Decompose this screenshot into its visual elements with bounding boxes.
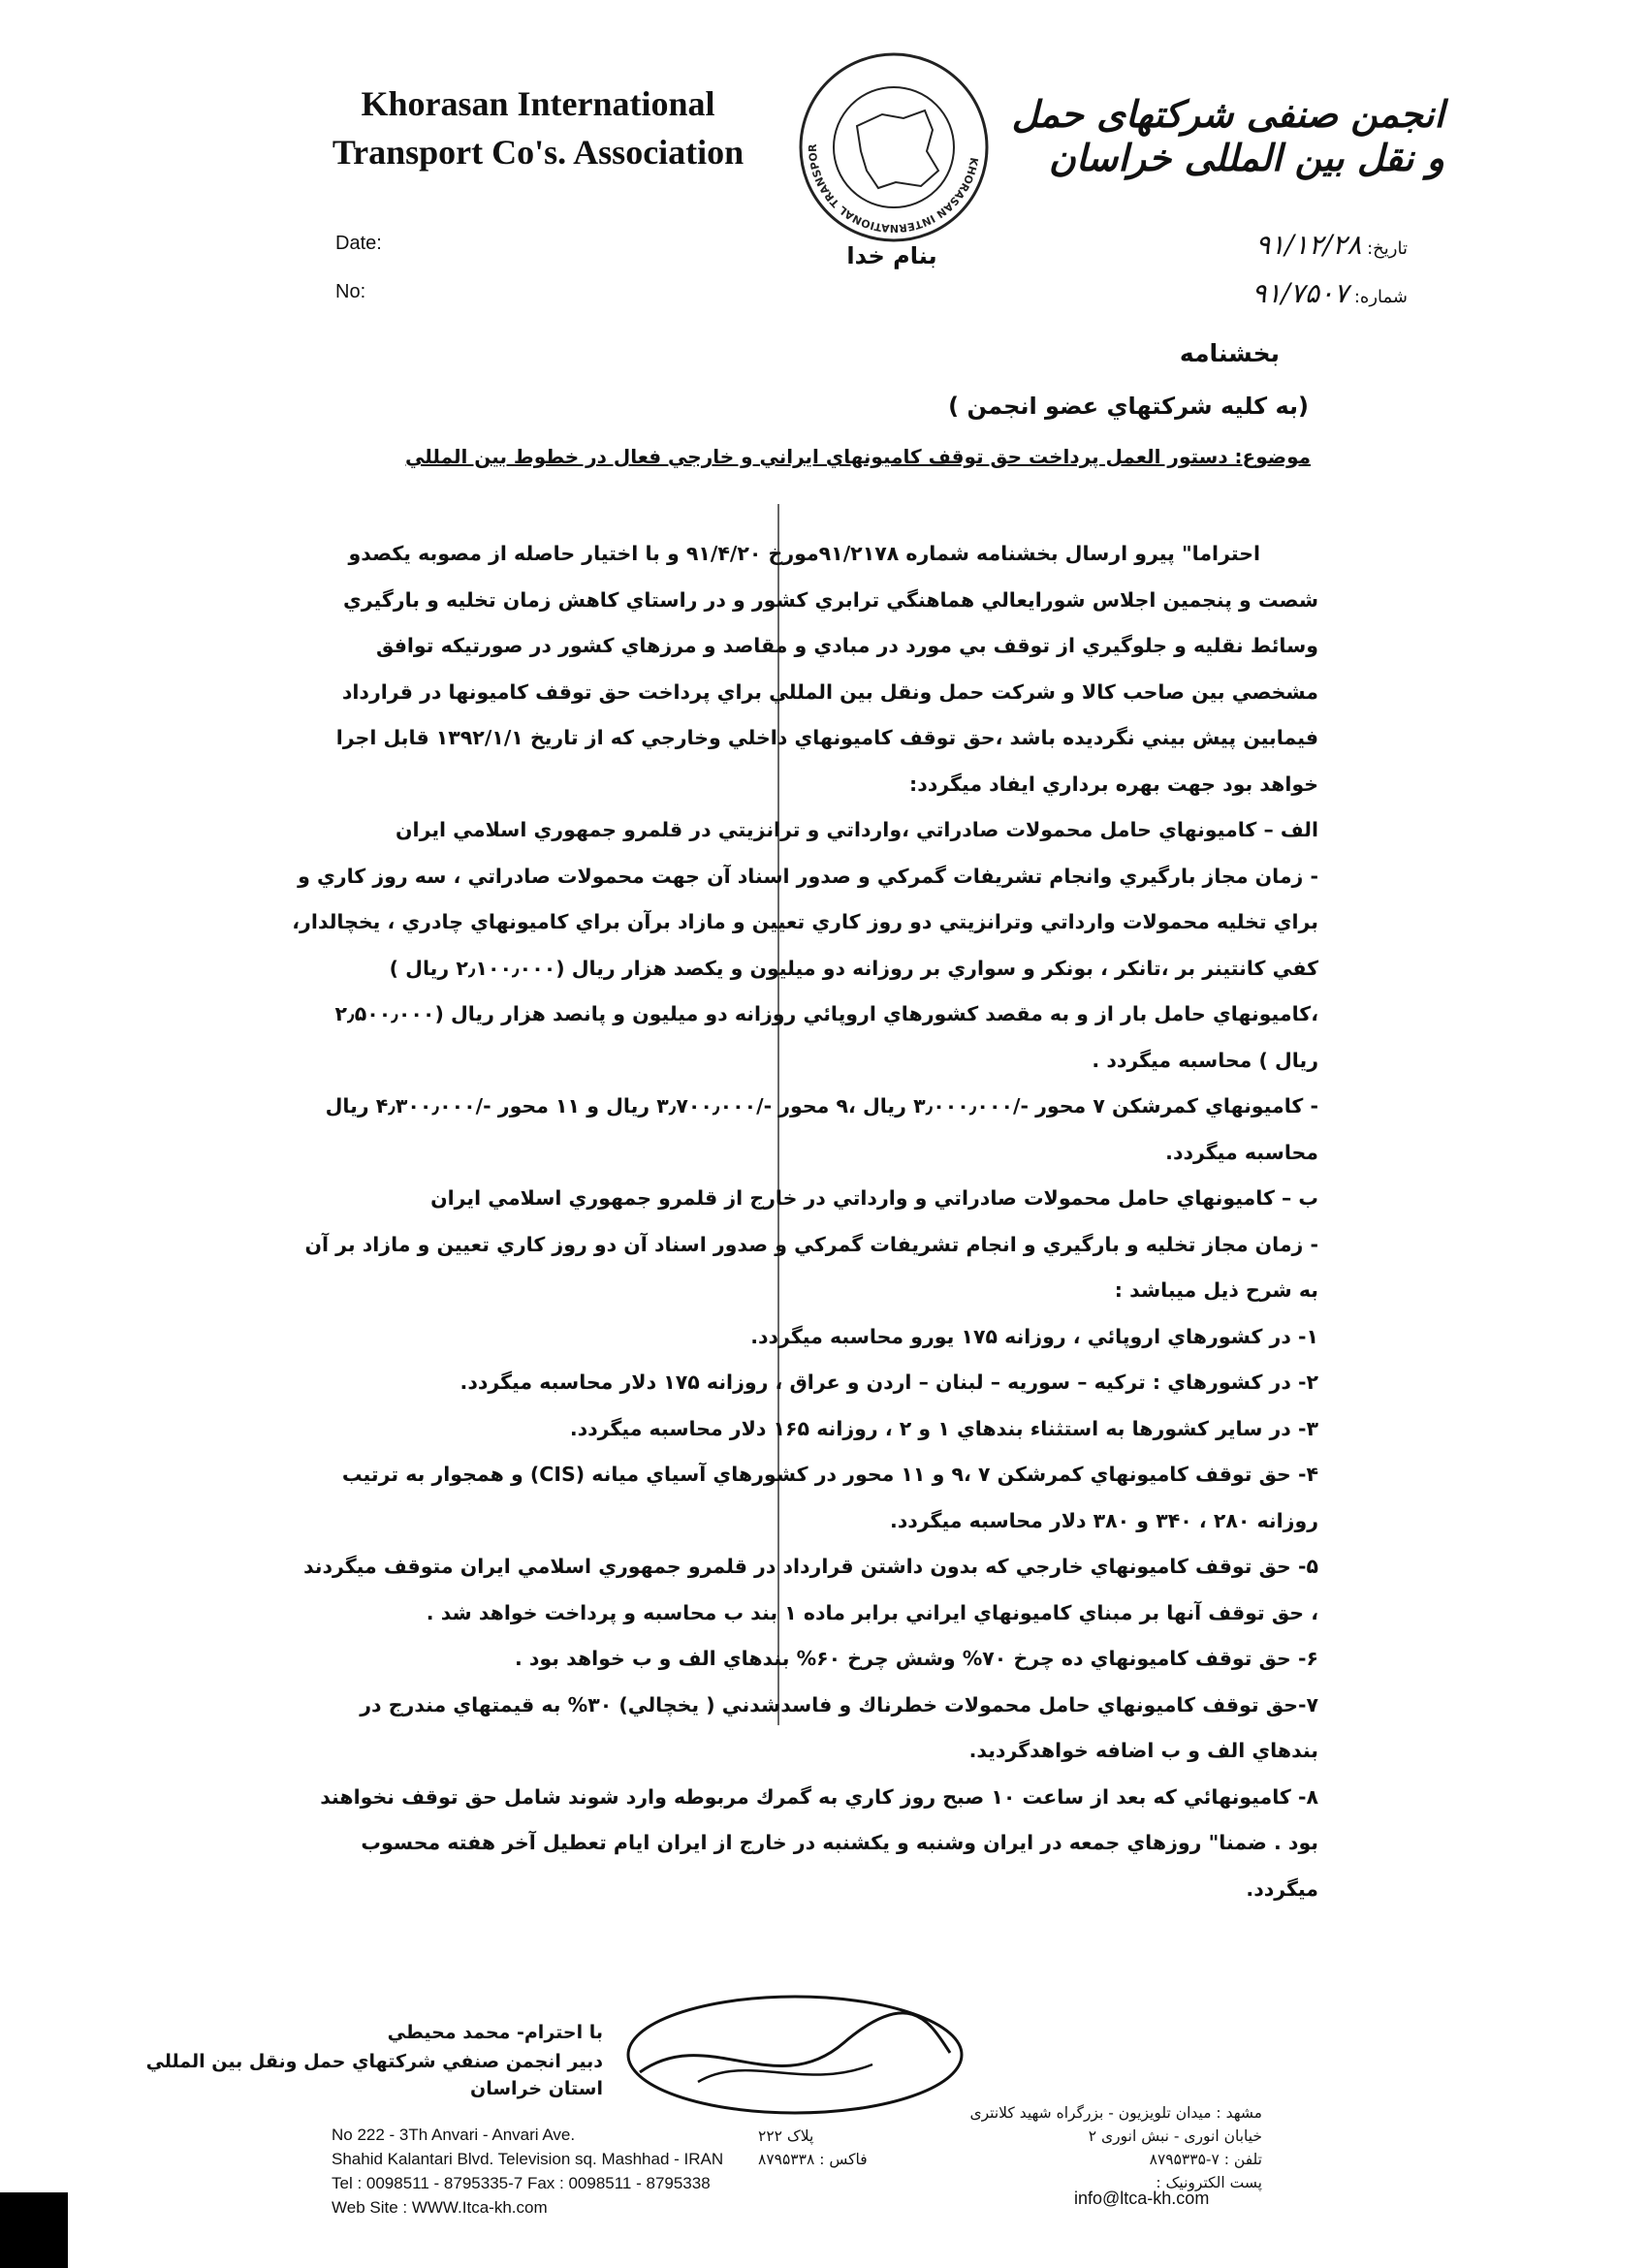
scan-corner-mark (0, 2192, 68, 2268)
list-item: ۵- حق توقف كاميونهاي خارجي كه بدون داشتن قرارداد در قلمرو جمهوري اسلامي ايران متوقف ميگردند ، حق توقف آنها بر مبناي كاميونهاي ايراني برابر ماده ۱ بند ب محاسبه و پرداخت خواهد شد . (302, 1555, 1318, 1624)
date-label-fa: تاریخ: (1367, 238, 1408, 259)
list-item: ۷-حق توقف كاميونهاي حامل محمولات خطرناك و فاسدشدني ( يخچالي) ۳۰% به قيمتهاي مندرج در بندهاي الف و ب اضافه خواهدگرديد. (360, 1692, 1318, 1762)
date-field-fa (1136, 229, 1408, 261)
number-label-en: No: (335, 281, 366, 302)
list-item: ۶- حق توقف كاميونهاي ده چرخ ۷۰% وشش چرخ ۶۰% بندهاي الف و ب خواهد بود . (514, 1647, 1318, 1670)
number-label-fa: شماره: (1353, 287, 1408, 307)
footer-address-line1: No 222 - 3Th Anvari - Anvari Ave. (332, 2126, 576, 2144)
number-field-fa (1136, 277, 1408, 309)
body-paragraph: - زمان مجاز بارگيري وانجام تشريفات گمركي و صدور اسناد آن جهت محمولات صادراتي ، سه روز كاري و براي تخليه محمولات وارداتي وترانزيتي دو روز كاري تعيين و مازاد برآن براي كاميونهاي چادري ، يخچالدار، كفي كانتينر بر ،تانكر ، بونكر و سواري بر روزانه دو ميليون و يكصد هزار ريال (۲٫۱۰۰٫۰۰۰ ريال ) ،كاميونهاي حامل بار از و به مقصد كشورهاي اروپائي روزانه دو ميليون و پانصد هزار ريال (۲٫۵۰۰٫۰۰۰ ريال ) محاسبه ميگردد . (292, 864, 1318, 1072)
signature-title: دبير انجمن صنفي شركتهاي حمل ونقل بين المللي (145, 2051, 603, 2072)
footer-email[interactable]: info@ltca-kh.com (1074, 2189, 1210, 2208)
footer-fa-address-line1: مشهد : میدان تلویزیون - بزرگراه شهید کلانتری (969, 2104, 1262, 2122)
footer-fa-street: خیابان انوری - نبش انوری ۲ (1088, 2127, 1262, 2145)
footer-website: Web Site : WWW.Itca-kh.com (332, 2198, 548, 2217)
footer-fa-phone-row (758, 2148, 1262, 2171)
letter-body (291, 531, 1318, 1912)
subject-line: موضوع: دستور العمل پرداخت حق توقف كاميونهاي ايراني و خارجي فعال در خطوط بين المللي (405, 445, 1311, 468)
signature-greeting: با احترام- محمد محيطي (387, 2022, 603, 2043)
list-item: ۱- در كشورهاي اروپائي ، روزانه ۱۷۵ يورو محاسبه ميگردد. (750, 1324, 1318, 1348)
list-item: ۸- كاميونهائي كه بعد از ساعت ۱۰ صبح روز كاري به گمرك مربوطه وارد شوند شامل حق توقف نخواهند بود . ضمنا" روزهاي جمعه در ايران وشنبه و يكشنبه در خارج از ايران ايام تعطيل آخر هفته محسوب ميگردد. (320, 1784, 1318, 1901)
section-heading-be: ب – كاميونهاي حامل محمولات صادراتي و وارداتي در خارج از قلمرو جمهوري اسلامي ايران (430, 1186, 1318, 1210)
signature-region: استان خراسان (470, 2078, 603, 2099)
date-value-fa: ۹۱/۱۲/۲۸ (1255, 229, 1362, 261)
org-name-en-line2: Transport Co's. Association (332, 133, 745, 172)
footer-fa-fax: فاکس : ۸۷۹۵۳۳۸ (758, 2151, 868, 2168)
footer-fa-address-line2 (758, 2125, 1262, 2148)
footer-fa-phone: تلفن : ۷-۸۷۹۵۳۳۵ (1149, 2151, 1262, 2168)
footer-fa (758, 2101, 1262, 2194)
body-paragraph: - زمان مجاز تخليه و بارگيري و انجام تشريفات گمركي و صدور اسناد آن دو روز كاري تعيين و مازاد بر آن به شرح ذيل ميباشد : (304, 1232, 1318, 1302)
footer-fa-email-label: پست الکترونیک : (1156, 2174, 1262, 2191)
list-item: ۳- در ساير كشورها به استثناء بندهاي ۱ و ۲ ، روزانه ۱۶۵ دلار محاسبه ميگردد. (569, 1416, 1318, 1440)
list-item: ۲- در كشورهاي : تركيه – سوريه – لبنان – اردن و عراق ، روزانه ۱۷۵ دلار محاسبه ميگردد. (460, 1370, 1318, 1394)
org-name-en (320, 79, 756, 176)
number-value-fa: ۹۱/۷۵۰۷ (1252, 277, 1349, 309)
document-type: بخشنامه (1179, 339, 1280, 367)
list-item: ۴- حق توقف كاميونهاي كمرشكن ۷ ،۹ و ۱۱ محور در كشورهاي آسياي ميانه (CIS) و همجوار به ترتيب روزانه ۲۸۰ ، ۳۴۰ و ۳۸۰ دلار محاسبه ميگردد. (341, 1463, 1318, 1532)
svg-text:KHORASAN INTERNATIONAL TRANSPO: KHORASAN INTERNATIONAL TRANSPOR (806, 143, 981, 236)
org-name-en-line1: Khorasan International (361, 84, 715, 123)
footer-address-line2: Shahid Kalantari Blvd. Television sq. Mashhad - IRAN (332, 2150, 724, 2168)
basmala: بنام خدا (846, 242, 937, 269)
addressee: (به كليه شركتهاي عضو انجمن ) (948, 393, 1309, 420)
body-paragraph-intro: احتراما" پيرو ارسال بخشنامه شماره ۹۱/۲۱۷۸مورخ ۹۱/۴/۲۰ و با اختيار حاصله از مصوبه يكصدو شصت و پنجمين اجلاس شورايعالي هماهنگي ترابري كشور و در راستاي كاهش زمان تخليه و بارگيري وسائط نقليه و جلوگيري از توقف بي مورد در مبادي و مقاصد و مرزهاي كشور در صورتيكه توافق مشخصي بين صاحب كالا و شركت حمل ونقل بين المللي براي پرداخت حق توقف كاميونها در قرارداد فيمابين پيش بيني نگرديده باشد ،حق توقف كاميونهاي داخلي وخارجي كه از تاريخ ۱۳۹۲/۱/۱ قابل اجرا خواهد بود جهت بهره برداري ايفاد ميگردد: (335, 542, 1318, 796)
signature-scribble (620, 1985, 969, 2119)
org-name-fa: انجمن صنفی شرکتهای حمل و نقل بین المللی خراسان (1011, 92, 1444, 179)
body-paragraph: - كاميونهاي كمرشكن ۷ محور -/۳٫۰۰۰٫۰۰۰ ريال ،۹ محور -/۳٫۷۰۰٫۰۰۰ ريال و ۱۱ محور -/۴٫۳۰۰٫۰۰۰ ريال محاسبه ميگردد. (325, 1094, 1318, 1164)
date-label-en: Date: (335, 233, 382, 254)
footer-phone-fax: Tel : 0098511 - 8795335-7 Fax : 0098511 - 8795338 (332, 2174, 711, 2192)
association-seal-logo (797, 50, 991, 244)
footer-fa-plaque: پلاک ۲۲۲ (758, 2127, 814, 2145)
section-heading-alef: الف – كاميونهاي حامل محمولات صادراتي ،وارداتي و ترانزيتي در قلمرو جمهوري اسلامي ايران (396, 818, 1318, 841)
